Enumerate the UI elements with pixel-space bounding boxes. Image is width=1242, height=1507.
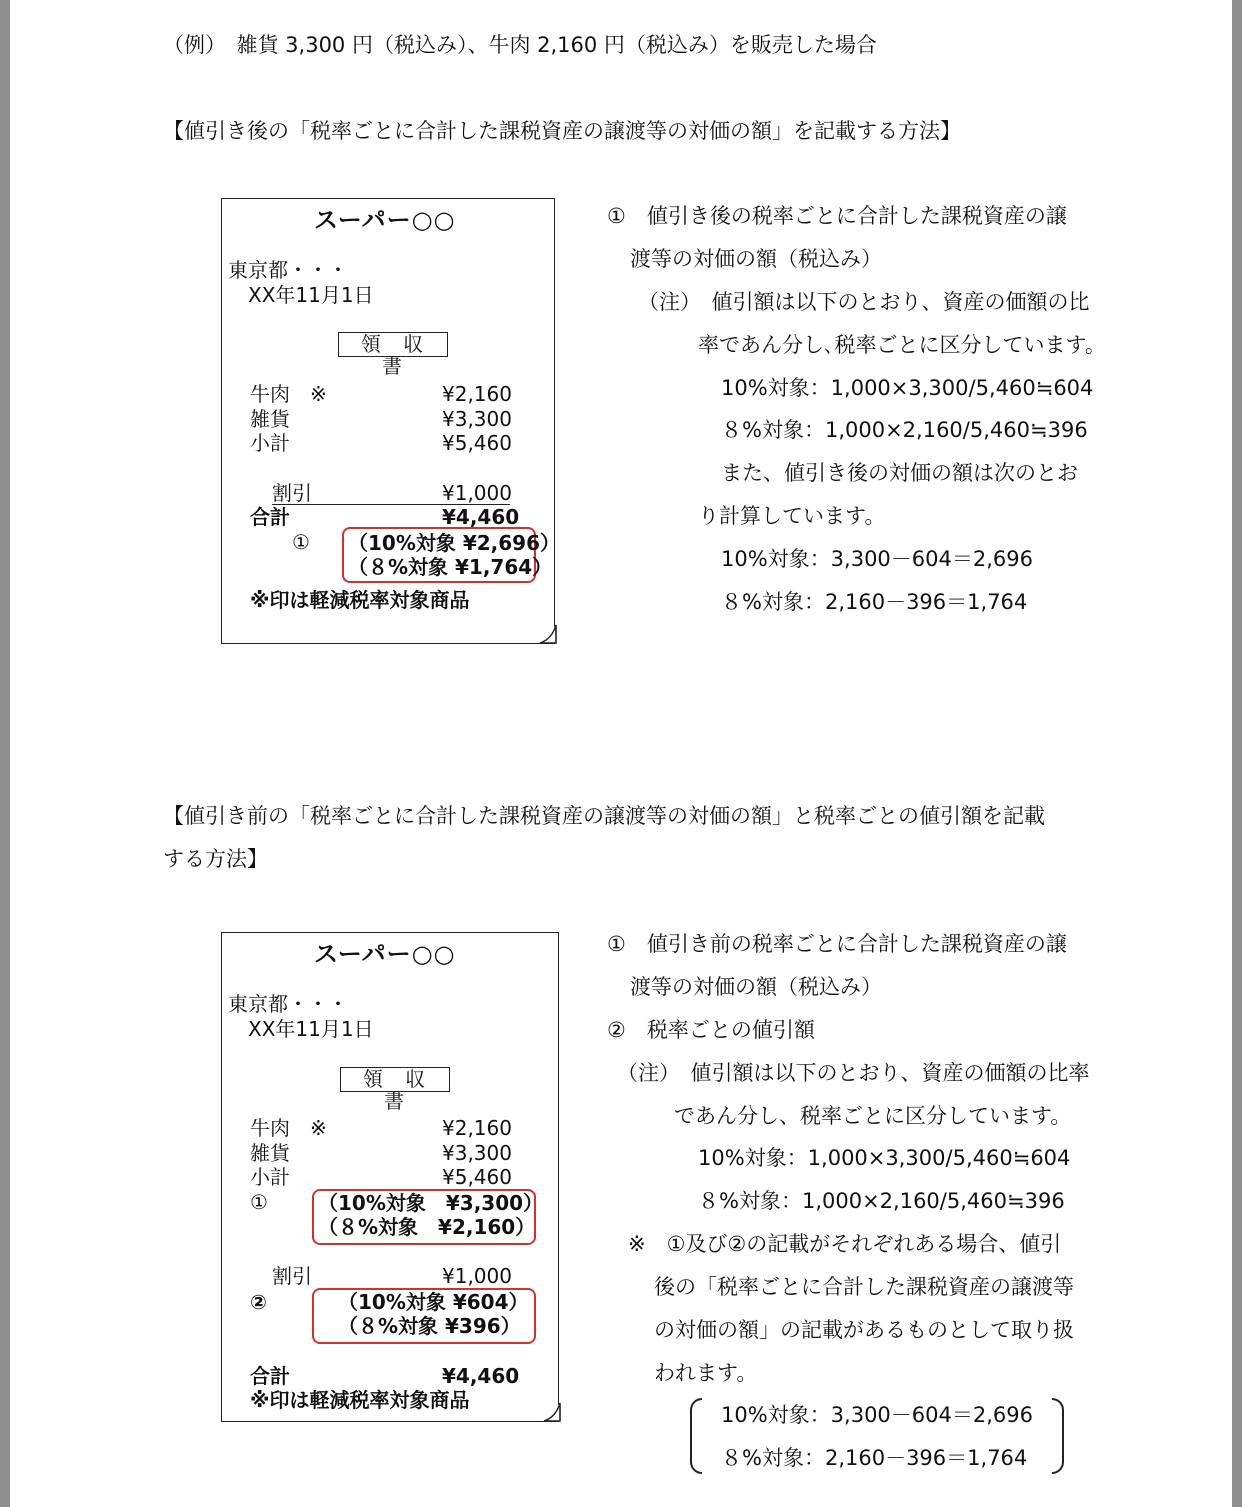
- item-name: 牛肉 ※: [250, 382, 327, 406]
- document-page: [10, 0, 1232, 1507]
- explain-line: 渡等の対価の額（税込み）: [630, 975, 882, 999]
- explain-line: 後の「税率ごとに合計した課税資産の譲渡等: [654, 1275, 1074, 1299]
- total-value: ¥4,460: [442, 1364, 520, 1388]
- item-price: ¥3,300: [442, 1141, 512, 1165]
- explain-line: り計算しています。: [698, 504, 886, 528]
- explain-line: であん分し、税率ごとに区分しています。: [674, 1104, 1072, 1128]
- total-label: 合計: [250, 1364, 290, 1388]
- subtotal-value: ¥5,460: [442, 431, 512, 455]
- discount-rate-line: （10%対象 ¥604）: [338, 1290, 529, 1314]
- explain-line: ８%対象：2,160－396＝1,764: [721, 1446, 1028, 1470]
- page-curl-icon: [542, 1401, 562, 1423]
- marker-1: ①: [292, 530, 310, 554]
- explain-line: ８%対象：1,000×2,160/5,460≒396: [721, 418, 1088, 442]
- page-curl-icon: [538, 623, 558, 645]
- subtotal-label: 小計: [250, 1165, 290, 1189]
- store-address: 東京都・・・: [228, 258, 348, 282]
- item-name: 牛肉 ※: [250, 1116, 327, 1140]
- store-name: スーパー○○: [314, 206, 456, 234]
- item-price: ¥2,160: [442, 382, 512, 406]
- store-name: スーパー○○: [314, 940, 456, 968]
- marker-2: ②: [250, 1290, 267, 1314]
- explain-line: また、値引き後の対価の額は次のとお: [721, 461, 1078, 485]
- explain-line: 率であん分し､税率ごとに区分しています。: [698, 333, 1106, 357]
- receipt-date: XX年11月1日: [248, 1017, 374, 1041]
- section2-heading-cont: する方法】: [163, 847, 268, 871]
- section1-heading: 【値引き後の「税率ごとに合計した課税資産の譲渡等の対価の額」を記載する方法】: [163, 119, 961, 143]
- marker-1: ①: [250, 1190, 268, 1214]
- reduced-rate-note: ※印は軽減税率対象商品: [250, 588, 470, 612]
- example-line: （例） 雑貨 3,300 円（税込み）、牛肉 2,160 円（税込み）を販売した場合: [163, 33, 877, 57]
- receipt-doc-title: 領 収 書: [340, 1067, 450, 1092]
- total-value: ¥4,460: [442, 505, 520, 529]
- explain-line: われます。: [654, 1361, 758, 1385]
- right-bracket: [1052, 1398, 1064, 1474]
- explain-line: 10%対象：3,300－604＝2,696: [721, 547, 1033, 571]
- discount-value: ¥1,000: [442, 481, 512, 505]
- explain-line: ① 値引き後の税率ごとに合計した課税資産の譲: [607, 204, 1067, 228]
- explain-line: ８%対象：1,000×2,160/5,460≒396: [698, 1189, 1065, 1213]
- explain-line: ８%対象：2,160－396＝1,764: [721, 590, 1028, 614]
- subtotal-value: ¥5,460: [442, 1165, 512, 1189]
- receipt-date: XX年11月1日: [248, 283, 374, 307]
- tax-rate-line: （10%対象 ¥3,300）: [318, 1191, 544, 1215]
- item-name: 雑貨: [250, 407, 290, 431]
- discount-value: ¥1,000: [442, 1264, 512, 1288]
- item-name: 雑貨: [250, 1141, 290, 1165]
- left-bracket: [690, 1398, 702, 1474]
- explain-line: 10%対象：3,300－604＝2,696: [721, 1403, 1033, 1427]
- explain-line: （注） 値引額は以下のとおり、資産の価額の比: [638, 290, 1090, 314]
- discount-label: 割引: [272, 1264, 312, 1288]
- discount-label: 割引: [272, 481, 312, 505]
- reduced-rate-note: ※印は軽減税率対象商品: [250, 1388, 470, 1412]
- explain-line: ※ ①及び②の記載がそれぞれある場合、値引: [628, 1232, 1062, 1256]
- explain-line: （注） 値引額は以下のとおり、資産の価額の比率: [617, 1061, 1090, 1085]
- explain-line: ② 税率ごとの値引額: [607, 1018, 815, 1042]
- explain-line: の対価の額」の記載があるものとして取り扱: [654, 1318, 1074, 1342]
- receipt-after-discount: [221, 198, 561, 644]
- store-address: 東京都・・・: [228, 992, 348, 1016]
- total-label: 合計: [250, 505, 290, 529]
- discount-rate-line: （８%対象 ¥396）: [338, 1314, 521, 1338]
- receipt-doc-title: 領 収 書: [338, 332, 448, 357]
- explain-line: ① 値引き前の税率ごとに合計した課税資産の譲: [607, 932, 1067, 956]
- tax-rate-line: （10%対象 ¥2,696）: [348, 531, 561, 555]
- explain-line: 10%対象：1,000×3,300/5,460≒604: [721, 376, 1094, 400]
- section2-heading: 【値引き前の「税率ごとに合計した課税資産の譲渡等の対価の額」と税率ごとの値引額を記載: [163, 804, 1045, 828]
- tax-rate-line: （８%対象 ¥1,764）: [348, 555, 553, 579]
- item-price: ¥3,300: [442, 407, 512, 431]
- receipt-before-discount: [221, 932, 559, 1422]
- subtotal-label: 小計: [250, 431, 290, 455]
- tax-rate-line: （８%対象 ¥2,160）: [318, 1215, 536, 1239]
- explain-line: 10%対象：1,000×3,300/5,460≒604: [698, 1146, 1071, 1170]
- item-price: ¥2,160: [442, 1116, 512, 1140]
- explain-line: 渡等の対価の額（税込み）: [630, 247, 882, 271]
